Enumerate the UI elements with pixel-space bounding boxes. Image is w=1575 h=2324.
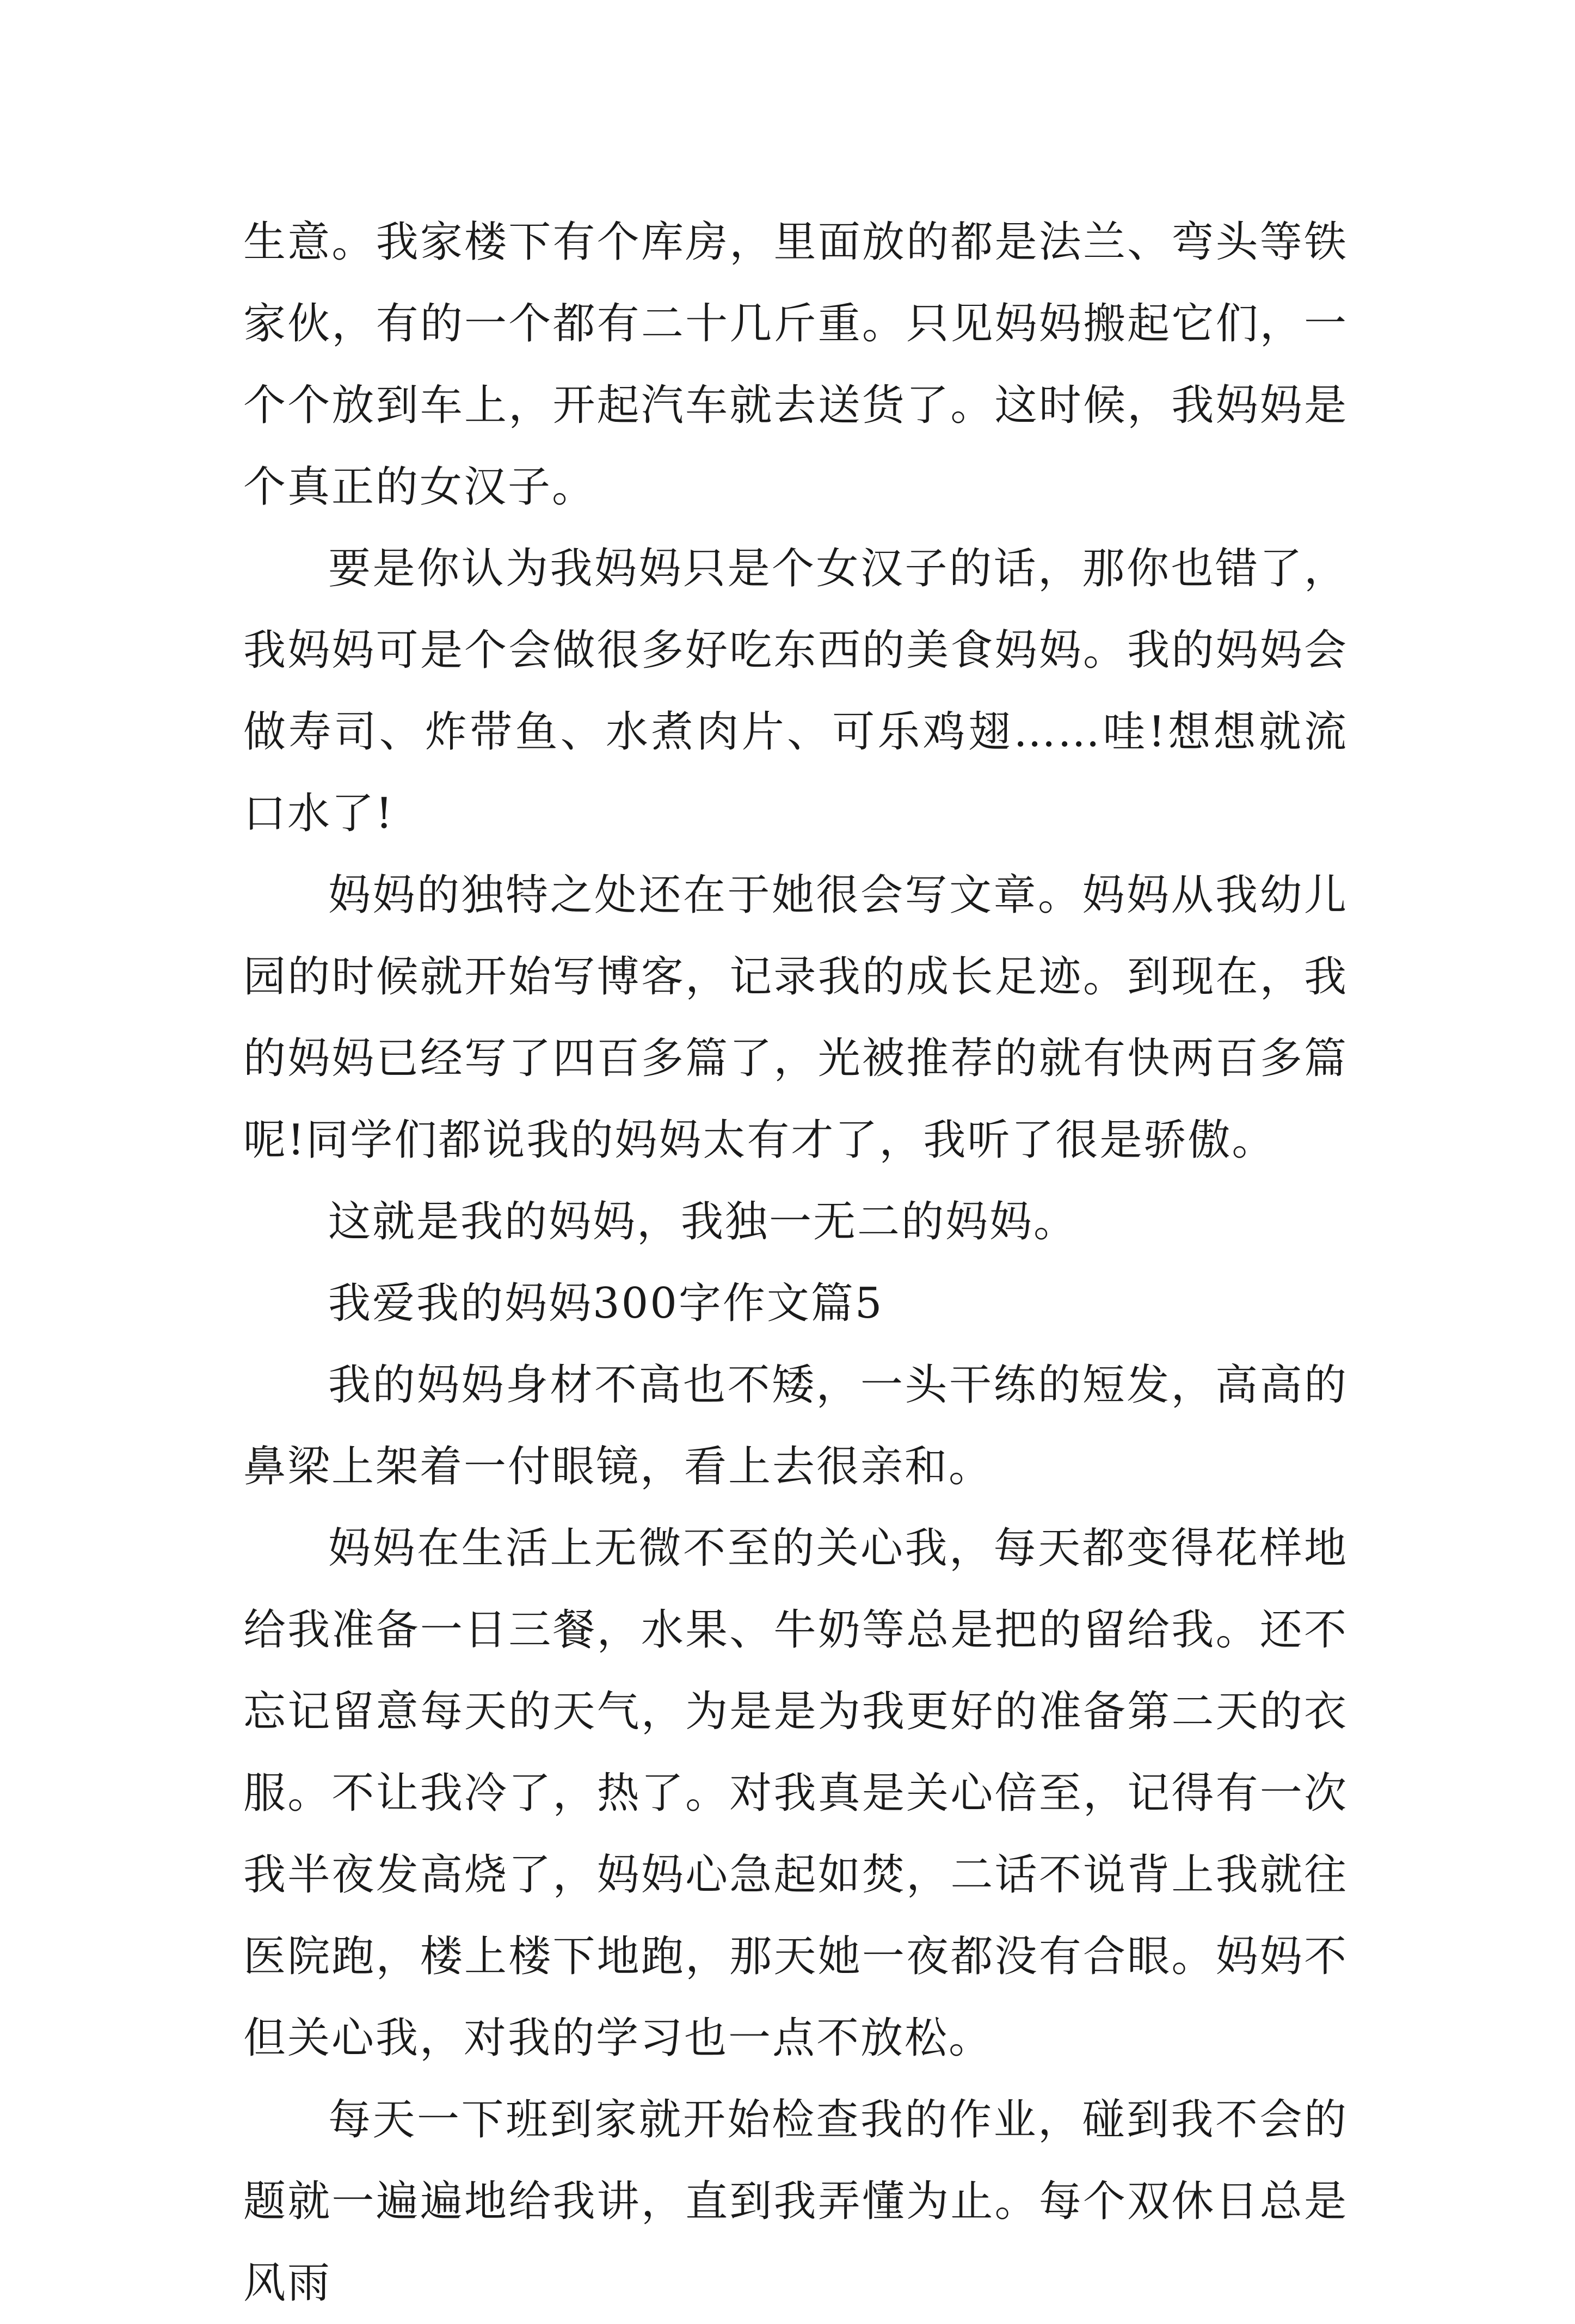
paragraph-4: 这就是我的妈妈，我独一无二的妈妈。 — [328, 1197, 1078, 1246]
paragraph-7: 每天一下班到家就开始检查我的作业，碰到我不会的题就一遍遍地给我讲，直到我弄懂为止。每个双休日总是风雨 — [243, 2095, 1348, 2308]
paragraph-3: 妈妈的独特之处还在于她很会写文章。妈妈从我幼儿园的时候就开始写博客，记录我的成长足迹。到现在，我的妈妈已经写了四百多篇了，光被推荐的就有快两百多篇呢!同学们都说我的妈妈太有才了，我听了很是骄傲。 — [243, 871, 1348, 1165]
paragraph-2: 要是你认为我妈妈只是个女汉子的话，那你也错了，我妈妈可是个会做很多好吃东西的美食妈妈。我的妈妈会做寿司、炸带鱼、水煮肉片、可乐鸡翅……哇!想想就流口水了! — [243, 544, 1348, 838]
section-heading: 我爱我的妈妈300字作文篇5 — [328, 1279, 884, 1328]
paragraph-1: 生意。我家楼下有个库房，里面放的都是法兰、弯头等铁家伙，有的一个都有二十几斤重。只见妈妈搬起它们，一个个放到车上，开起汽车就去送货了。这时候，我妈妈是个真正的女汉子。 — [243, 218, 1348, 512]
paragraph-6: 妈妈在生活上无微不至的关心我，每天都变得花样地给我准备一日三餐，水果、牛奶等总是把的留给我。还不忘记留意每天的天气，为是是为我更好的准备第二天的衣服。不让我冷了，热了。对我真是关心倍至，记得有一次我半夜发高烧了，妈妈心急起如焚，二话不说背上我就往医院跑，楼上楼下地跑，那天她一夜都没有合眼。妈妈不但关心我，对我的学习也一点不放松。 — [243, 1524, 1348, 2063]
paragraph-5: 我的妈妈身材不高也不矮，一头干练的短发，高高的鼻梁上架着一付眼镜，看上去很亲和。 — [243, 1361, 1348, 1491]
document-body — [243, 201, 1348, 2324]
